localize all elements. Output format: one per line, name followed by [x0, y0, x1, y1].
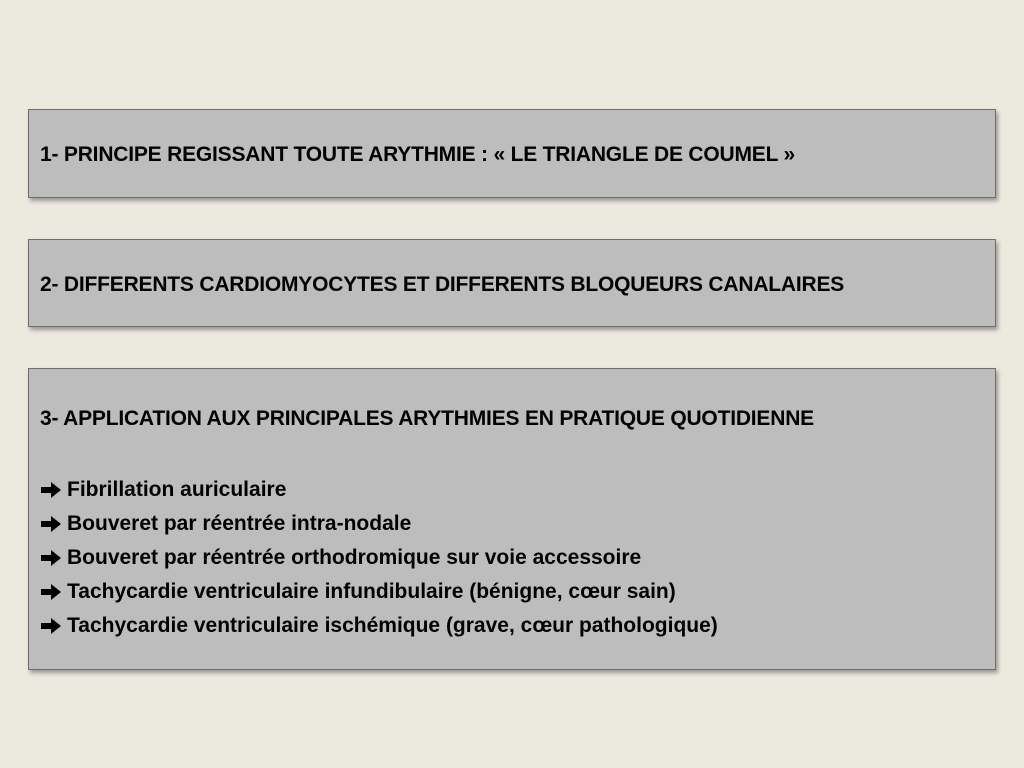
section-2-title: 2- DIFFERENTS CARDIOMYOCYTES ET DIFFERENTS BLOQUEURS CANALAIRES — [40, 273, 845, 296]
right-arrow-icon — [40, 514, 62, 534]
section-2-box — [28, 239, 996, 327]
section-1-box — [28, 109, 996, 198]
list-item — [40, 609, 718, 643]
right-arrow-icon — [40, 582, 62, 602]
arrhythmia-list — [40, 473, 718, 643]
list-item — [40, 575, 718, 609]
right-arrow-icon — [40, 480, 62, 500]
list-item-text: Bouveret par réentrée orthodromique sur voie accessoire — [67, 546, 642, 569]
section-1-title: 1- PRINCIPE REGISSANT TOUTE ARYTHMIE : « LE TRIANGLE DE COUMEL » — [40, 143, 795, 166]
section-3-box — [28, 368, 996, 670]
list-item — [40, 541, 718, 575]
right-arrow-icon — [40, 616, 62, 636]
list-item-text: Bouveret par réentrée intra-nodale — [67, 512, 412, 535]
list-item-text: Fibrillation auriculaire — [67, 478, 287, 501]
list-item-text: Tachycardie ventriculaire infundibulaire (bénigne, cœur sain) — [67, 580, 676, 603]
right-arrow-icon — [40, 548, 62, 568]
section-3-title: 3- APPLICATION AUX PRINCIPALES ARYTHMIES EN PRATIQUE QUOTIDIENNE — [40, 407, 814, 430]
list-item-text: Tachycardie ventriculaire ischémique (grave, cœur pathologique) — [67, 614, 718, 637]
list-item — [40, 507, 718, 541]
list-item — [40, 473, 718, 507]
